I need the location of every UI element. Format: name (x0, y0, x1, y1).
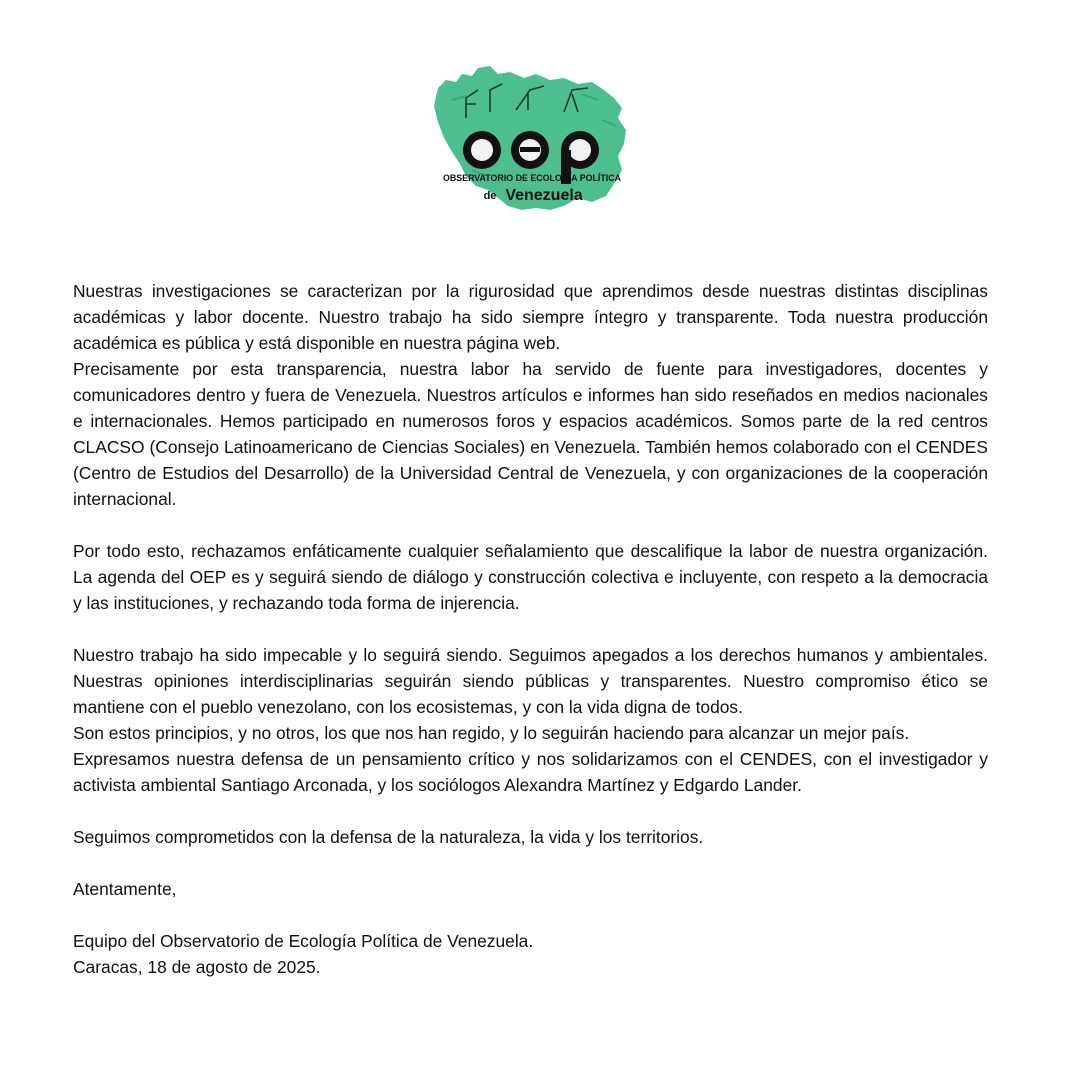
paragraph-3: Por todo esto, rechazamos enfáticamente cualquier señalamiento que descalifique la labor de nuestra organización. La agenda del OEP es y seguirá siendo de diálogo y construcción colectiva e incluyente, con respeto a la democracia y las instituciones, y rechazando toda forma de injerencia. (73, 541, 988, 613)
oep-logo (432, 60, 632, 218)
closing-line: Atentamente, (73, 879, 177, 899)
paragraph-6: Expresamos nuestra defensa de un pensamiento crítico y nos solidarizamos con el CENDES, con el investigador y activista ambiental Santiago Arconada, y los sociólogos Alexandra Martínez y Edgardo Lander. (73, 749, 988, 795)
paragraph-5: Son estos principios, y no otros, los que nos han regido, y lo seguirán haciendo para alcanzar un mejor país. (73, 723, 910, 743)
paragraph-7: Seguimos comprometidos con la defensa de la naturaleza, la vida y los territorios. (73, 827, 704, 847)
paragraph-4: Nuestro trabajo ha sido impecable y lo seguirá siendo. Seguimos apegados a los derechos humanos y ambientales. Nuestras opiniones interdisciplinarias seguirán siendo públicas y transparentes. Nuestro compromiso ético se mantiene con el pueblo venezolano, con los ecosistemas, y con la vida digna de todos. (73, 645, 988, 717)
paragraph-1: Nuestras investigaciones se caracterizan por la rigurosidad que aprendimos desde nuestras distintas disciplinas académicas y labor docente. Nuestro trabajo ha sido siempre íntegro y transparente. Toda nuestra producción académica es pública y está disponible en nuestra página web. (73, 281, 988, 353)
place-date-line: Caracas, 18 de agosto de 2025. (73, 957, 321, 977)
signature-line: Equipo del Observatorio de Ecología Política de Venezuela. (73, 931, 534, 951)
paragraph-2: Precisamente por esta transparencia, nuestra labor ha servido de fuente para investigadores, docentes y comunicadores dentro y fuera de Venezuela. Nuestros artículos e informes han sido reseñados en medios nacionales e internacionales. Hemos participado en numerosos foros y espacios académicos. Somos parte de la red centros CLACSO (Consejo Latinoamericano de Ciencias Sociales) en Venezuela. También hemos colaborado con el CENDES (Centro de Estudios del Desarrollo) de la Universidad Central de Venezuela, y con organizaciones de la cooperación internacional. (73, 359, 988, 509)
logo-country: Venezuela (505, 187, 583, 204)
venezuela-map-logo (432, 60, 632, 218)
statement-letter (73, 278, 988, 980)
logo-subtitle: OBSERVATORIO DE ECOLOGÍA POLÍTICA (443, 173, 622, 183)
logo-de: de (483, 190, 497, 202)
